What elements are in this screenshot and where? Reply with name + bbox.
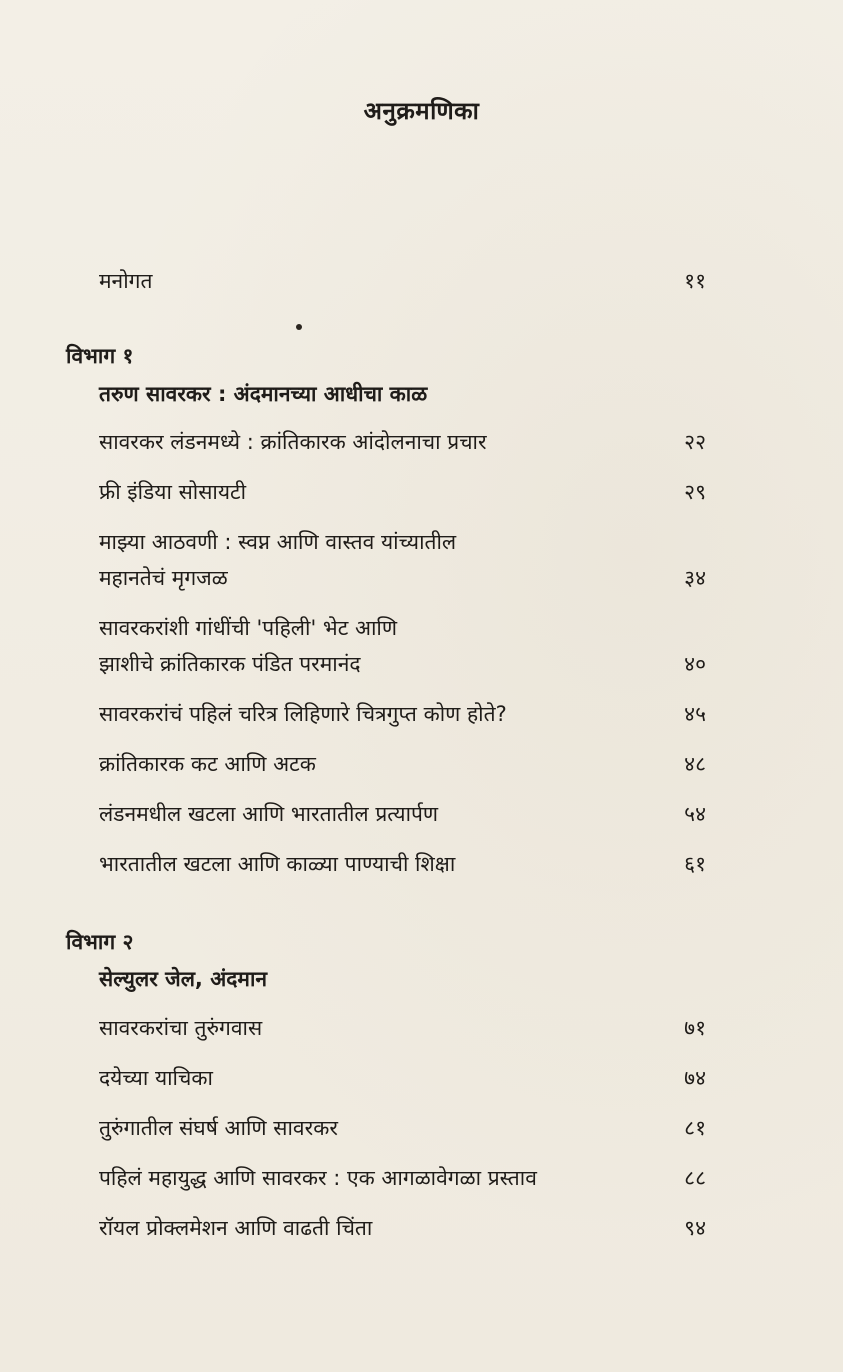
toc-entry-page: ६१ <box>684 852 706 876</box>
section-1-subheading: तरुण सावरकर : अंदमानच्या आधीचा काळ <box>99 382 428 406</box>
toc-entry-intro-page: ११ <box>684 269 706 293</box>
toc-entry-page: ४८ <box>684 752 706 776</box>
toc-entry-page: ३४ <box>684 566 706 590</box>
toc-entry-title-line-2: झाशीचे क्रांतिकारक पंडित परमानंद <box>99 652 361 676</box>
toc-entry-page: २९ <box>684 480 706 504</box>
toc-entry-page: ८१ <box>684 1116 706 1140</box>
section-2-heading: विभाग २ <box>66 930 134 954</box>
paper-speck <box>296 324 302 330</box>
toc-entry-title: फ्री इंडिया सोसायटी <box>99 480 247 504</box>
toc-entry-title: क्रांतिकारक कट आणि अटक <box>99 752 316 776</box>
toc-entry-title: लंडनमधील खटला आणि भारतातील प्रत्यार्पण <box>99 802 439 826</box>
toc-entry-title: रॉयल प्रोक्लमेशन आणि वाढती चिंता <box>99 1216 373 1240</box>
page-title: अनुक्रमणिका <box>363 97 480 125</box>
toc-entry-title: पहिलं महायुद्ध आणि सावरकर : एक आगळावेगळा प्रस्ताव <box>99 1166 537 1190</box>
toc-entry-page: ७१ <box>684 1016 706 1040</box>
toc-entry-title: भारतातील खटला आणि काळ्या पाण्याची शिक्षा <box>99 852 456 876</box>
toc-entry-title: सावरकरांचं पहिलं चरित्र लिहिणारे चित्रगुप्त कोण होते? <box>99 702 507 726</box>
toc-entry-title: सावरकरांचा तुरुंगवास <box>99 1016 263 1040</box>
toc-entry-title-line-1: माझ्या आठवणी : स्वप्न आणि वास्तव यांच्यातील <box>99 530 457 554</box>
toc-entry-title-line-1: सावरकरांशी गांधींची 'पहिली' भेट आणि <box>99 616 398 640</box>
toc-entry-title: तुरुंगातील संघर्ष आणि सावरकर <box>99 1116 338 1140</box>
section-2-subheading: सेल्युलर जेल, अंदमान <box>99 967 268 991</box>
toc-entry-title-line-2: महानतेचं मृगजळ <box>99 566 228 590</box>
toc-entry-page: ८८ <box>684 1166 706 1190</box>
toc-entry-page: ४५ <box>684 702 706 726</box>
toc-entry-intro-label: मनोगत <box>99 269 153 293</box>
toc-entry-page: २२ <box>684 430 706 454</box>
toc-entry-page: ५४ <box>684 802 706 826</box>
toc-entry-page: ४० <box>684 652 706 676</box>
toc-entry-title: सावरकर लंडनमध्ये : क्रांतिकारक आंदोलनाचा प्रचार <box>99 430 487 454</box>
section-1-heading: विभाग १ <box>66 344 134 368</box>
toc-entry-title: दयेच्या याचिका <box>99 1066 213 1090</box>
toc-entry-page: ९४ <box>684 1216 706 1240</box>
toc-entry-page: ७४ <box>684 1066 706 1090</box>
